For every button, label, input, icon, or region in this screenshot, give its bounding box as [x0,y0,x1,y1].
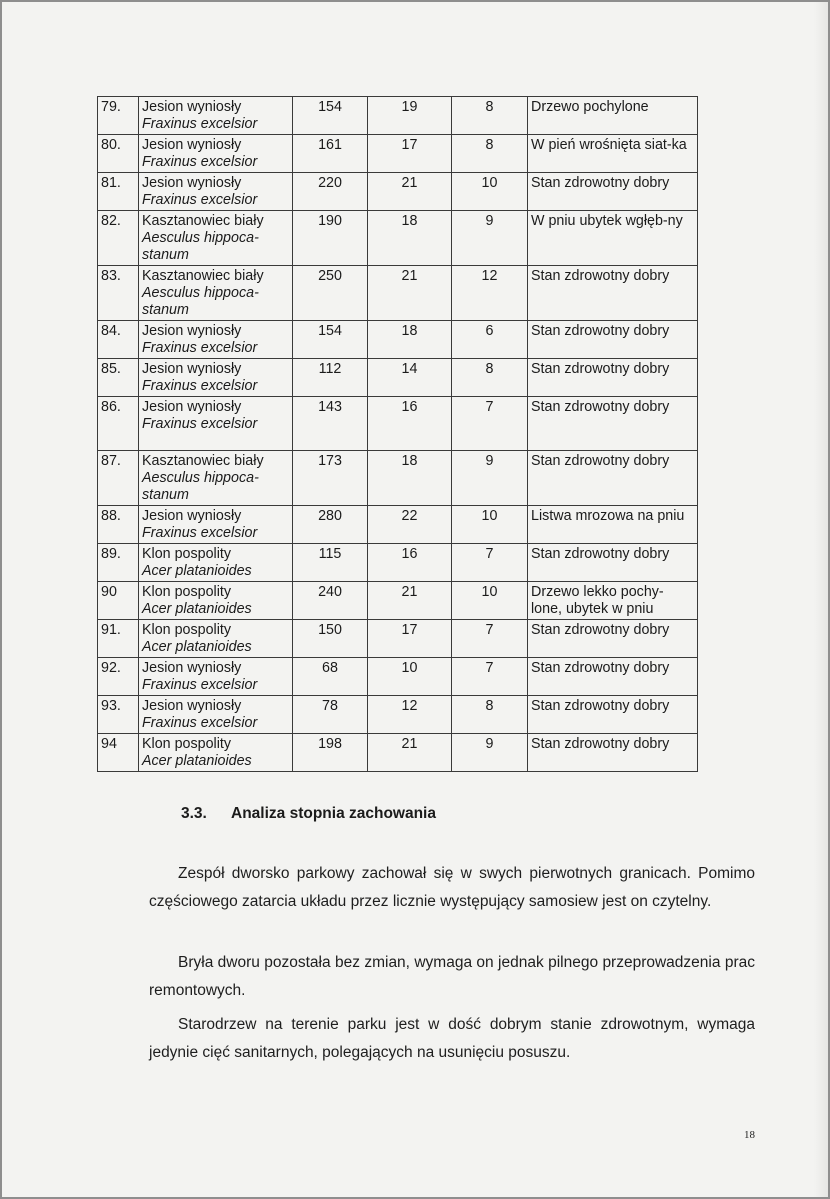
condition-cell: W pień wrośnięta siat-ka [528,135,698,173]
paragraph-1-text: Zespół dworsko parkowy zachował się w swych pierwotnych granicach. Pomimo częściowego zatarcia układu przez licznie występujący samosiew jest on czytelny. [149,865,755,910]
row-number-cell: 80. [98,135,139,173]
species-latin-name: Acer platanioides [142,753,252,769]
tree-table-body [98,97,698,772]
species-latin-name: Fraxinus excelsior [142,340,258,356]
species-common-name: Jesion wyniosły [142,323,242,339]
species-common-name: Jesion wyniosły [142,660,242,676]
measure-cell-1: 68 [293,658,368,696]
measure-cell-1: 154 [293,321,368,359]
species-latin-name: Fraxinus excelsior [142,192,258,208]
row-number-cell: 79. [98,97,139,135]
row-number-cell: 91. [98,620,139,658]
paragraph-3 [149,1011,755,1067]
species-cell [139,173,293,211]
paragraph-3-text: Starodrzew na terenie parku jest w dość dobrym stanie zdrowotnym, wymaga jedynie cięć sanitarnych, polegających na usunięciu posuszu. [149,1016,755,1061]
paragraph-2-text: Bryła dworu pozostała bez zmian, wymaga on jednak pilnego przeprowadzenia prac remontowych. [149,954,755,999]
row-number-cell: 84. [98,321,139,359]
species-common-name: Kasztanowiec biały [142,268,264,284]
species-common-name: Jesion wyniosły [142,508,242,524]
species-latin-name: Fraxinus excelsior [142,715,258,731]
species-cell [139,397,293,451]
species-cell [139,451,293,506]
species-cell [139,135,293,173]
measure-cell-1: 250 [293,266,368,321]
table-row [98,696,698,734]
measure-cell-2: 21 [368,734,452,772]
table-row [98,97,698,135]
table-row [98,211,698,266]
condition-cell: Stan zdrowotny dobry [528,620,698,658]
measure-cell-2: 17 [368,620,452,658]
species-cell [139,97,293,135]
row-number-cell: 90 [98,582,139,620]
measure-cell-3: 9 [452,734,528,772]
species-cell [139,658,293,696]
condition-cell: Stan zdrowotny dobry [528,266,698,321]
paragraph-1 [149,860,755,916]
species-common-name: Klon pospolity [142,546,232,562]
measure-cell-3: 9 [452,211,528,266]
species-common-name: Jesion wyniosły [142,99,242,115]
measure-cell-2: 19 [368,97,452,135]
measure-cell-3: 10 [452,506,528,544]
species-common-name: Kasztanowiec biały [142,213,264,229]
measure-cell-3: 8 [452,359,528,397]
measure-cell-1: 78 [293,696,368,734]
measure-cell-2: 16 [368,397,452,451]
table-row [98,734,698,772]
row-number-cell: 85. [98,359,139,397]
tree-inventory-table [97,96,698,772]
measure-cell-2: 18 [368,451,452,506]
measure-cell-2: 22 [368,506,452,544]
table-row [98,506,698,544]
measure-cell-3: 7 [452,620,528,658]
measure-cell-1: 173 [293,451,368,506]
row-number-cell: 87. [98,451,139,506]
table-row [98,135,698,173]
measure-cell-2: 12 [368,696,452,734]
row-number-cell: 94 [98,734,139,772]
measure-cell-1: 198 [293,734,368,772]
row-number-cell: 93. [98,696,139,734]
species-latin-name: Fraxinus excelsior [142,525,258,541]
condition-cell: Listwa mrozowa na pniu [528,506,698,544]
measure-cell-1: 154 [293,97,368,135]
species-latin-name: Aesculus hippoca-stanum [142,230,259,263]
species-latin-name: Acer platanioides [142,563,252,579]
section-title-text: Analiza stopnia zachowania [231,805,436,822]
row-number-cell: 89. [98,544,139,582]
species-latin-name: Fraxinus excelsior [142,378,258,394]
condition-cell: Stan zdrowotny dobry [528,397,698,451]
row-number-cell: 81. [98,173,139,211]
condition-cell: Drzewo pochylone [528,97,698,135]
measure-cell-3: 7 [452,658,528,696]
document-page [2,2,828,1197]
species-common-name: Klon pospolity [142,622,232,638]
species-latin-name: Acer platanioides [142,601,252,617]
measure-cell-1: 240 [293,582,368,620]
row-number-cell: 92. [98,658,139,696]
measure-cell-1: 280 [293,506,368,544]
table-row [98,173,698,211]
row-number-cell: 86. [98,397,139,451]
species-cell [139,506,293,544]
measure-cell-2: 16 [368,544,452,582]
measure-cell-1: 112 [293,359,368,397]
species-common-name: Jesion wyniosły [142,399,242,415]
section-heading [181,805,436,823]
measure-cell-1: 115 [293,544,368,582]
table-row [98,359,698,397]
measure-cell-2: 21 [368,266,452,321]
condition-cell: Stan zdrowotny dobry [528,734,698,772]
species-common-name: Jesion wyniosły [142,698,242,714]
measure-cell-1: 220 [293,173,368,211]
measure-cell-1: 143 [293,397,368,451]
species-latin-name: Fraxinus excelsior [142,416,258,432]
measure-cell-2: 21 [368,173,452,211]
species-cell [139,582,293,620]
measure-cell-3: 6 [452,321,528,359]
table-row [98,658,698,696]
species-common-name: Jesion wyniosły [142,175,242,191]
measure-cell-3: 10 [452,582,528,620]
species-common-name: Jesion wyniosły [142,137,242,153]
paragraph-2 [149,949,755,1005]
measure-cell-3: 8 [452,696,528,734]
measure-cell-2: 14 [368,359,452,397]
table-row [98,397,698,451]
species-cell [139,359,293,397]
measure-cell-1: 161 [293,135,368,173]
species-cell [139,734,293,772]
condition-cell: W pniu ubytek wgłęb-ny [528,211,698,266]
measure-cell-3: 8 [452,135,528,173]
measure-cell-3: 8 [452,97,528,135]
condition-cell: Stan zdrowotny dobry [528,173,698,211]
species-latin-name: Fraxinus excelsior [142,116,258,132]
table-row [98,321,698,359]
measure-cell-2: 10 [368,658,452,696]
species-cell [139,321,293,359]
condition-cell: Stan zdrowotny dobry [528,451,698,506]
measure-cell-2: 17 [368,135,452,173]
section-number: 3.3. [181,805,207,822]
measure-cell-3: 7 [452,544,528,582]
measure-cell-2: 18 [368,211,452,266]
species-common-name: Kasztanowiec biały [142,453,264,469]
species-cell [139,544,293,582]
condition-cell: Drzewo lekko pochy-lone, ubytek w pniu [528,582,698,620]
table-row [98,451,698,506]
measure-cell-3: 12 [452,266,528,321]
measure-cell-3: 9 [452,451,528,506]
species-common-name: Jesion wyniosły [142,361,242,377]
page-edge-shadow [814,2,828,1197]
species-common-name: Klon pospolity [142,584,232,600]
measure-cell-1: 190 [293,211,368,266]
condition-cell: Stan zdrowotny dobry [528,359,698,397]
row-number-cell: 88. [98,506,139,544]
condition-cell: Stan zdrowotny dobry [528,658,698,696]
species-latin-name: Aesculus hippoca-stanum [142,285,259,318]
table-row [98,582,698,620]
species-latin-name: Acer platanioides [142,639,252,655]
species-latin-name: Fraxinus excelsior [142,677,258,693]
row-number-cell: 82. [98,211,139,266]
table-row [98,620,698,658]
species-cell [139,266,293,321]
table-row [98,544,698,582]
species-cell [139,620,293,658]
measure-cell-2: 18 [368,321,452,359]
condition-cell: Stan zdrowotny dobry [528,696,698,734]
condition-cell: Stan zdrowotny dobry [528,544,698,582]
page-number: 18 [744,1129,755,1141]
condition-cell: Stan zdrowotny dobry [528,321,698,359]
measure-cell-2: 21 [368,582,452,620]
measure-cell-3: 10 [452,173,528,211]
species-latin-name: Aesculus hippoca-stanum [142,470,259,503]
species-cell [139,211,293,266]
row-number-cell: 83. [98,266,139,321]
species-cell [139,696,293,734]
table-row [98,266,698,321]
species-latin-name: Fraxinus excelsior [142,154,258,170]
measure-cell-3: 7 [452,397,528,451]
measure-cell-1: 150 [293,620,368,658]
species-common-name: Klon pospolity [142,736,232,752]
